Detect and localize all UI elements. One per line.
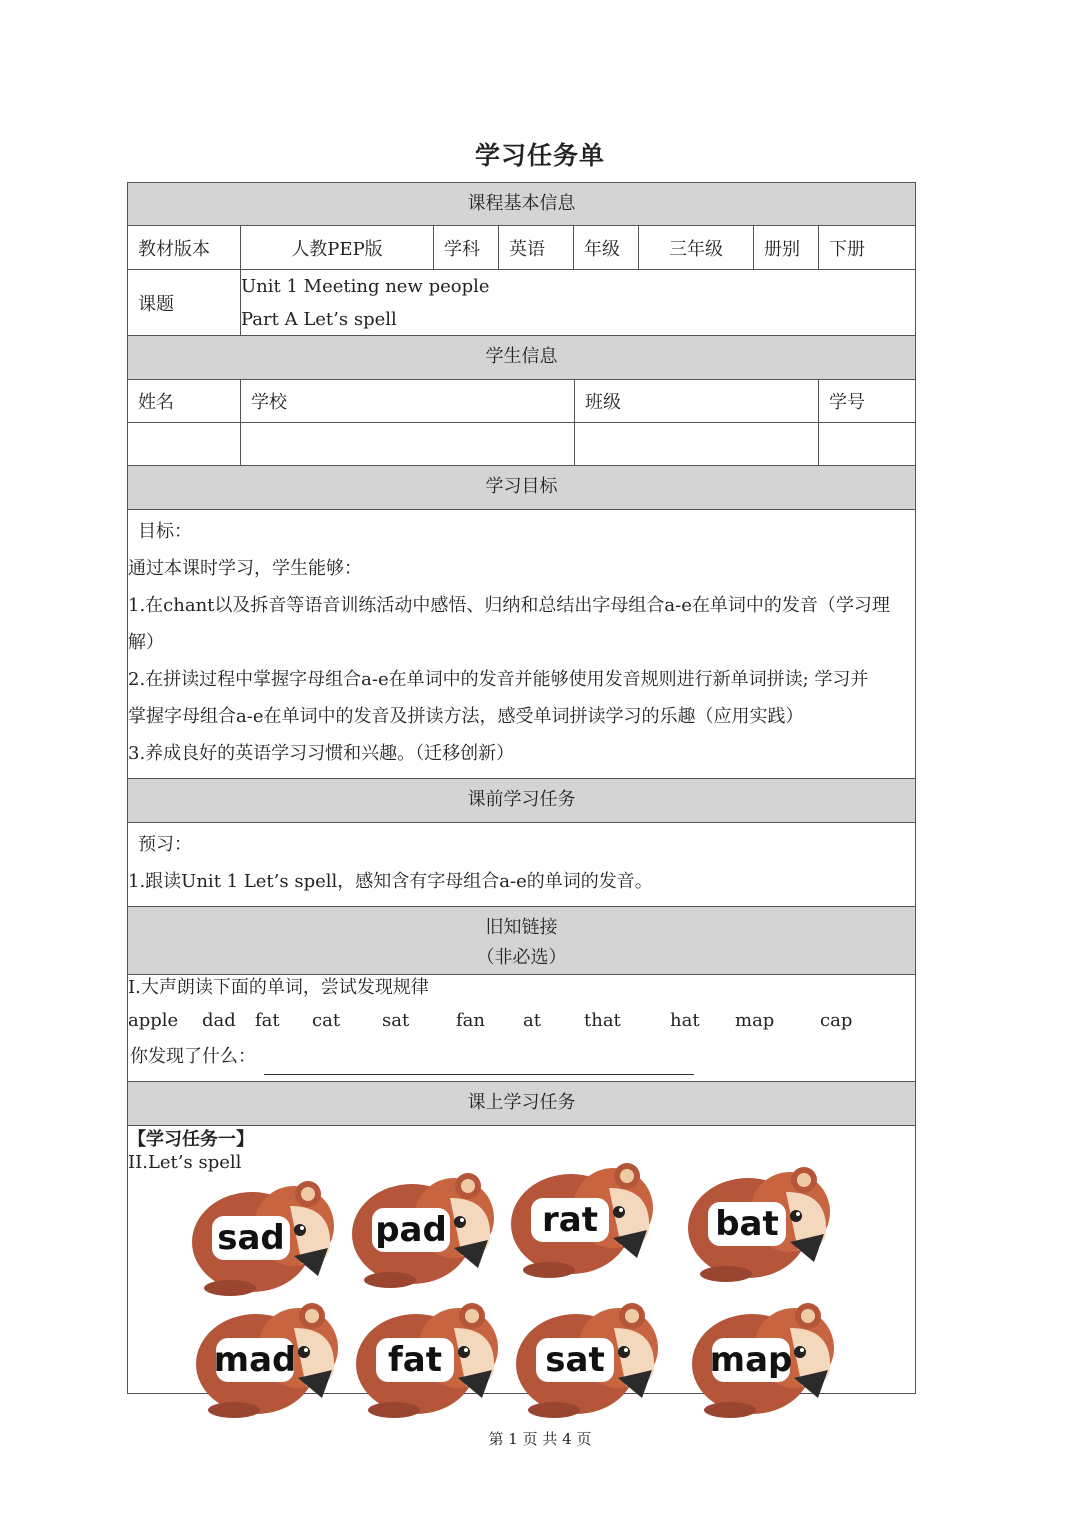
volume-label: 册别 xyxy=(754,226,819,269)
task1-block xyxy=(127,1126,916,1394)
school-label: 学校 xyxy=(241,380,575,422)
animal-word: map xyxy=(709,1340,793,1380)
task1-subtitle: II.Let’s spell xyxy=(128,1152,242,1173)
animal-word-cards xyxy=(128,1176,915,1394)
animal-word: sad xyxy=(217,1218,285,1258)
pre-line: 1.跟读Unit 1 Let’s spell，感知含有字母组合a-e的单词的发音。 xyxy=(128,871,653,892)
goal-line: 掌握字母组合a-e在单词中的发音及拼读方法，感受单词拼读学习的乐趣（应用实践） xyxy=(128,706,804,727)
goals-label: 目标： xyxy=(138,521,192,542)
word-item: that xyxy=(584,1009,621,1031)
answer-blank[interactable] xyxy=(264,1054,694,1075)
subject-value: 英语 xyxy=(499,226,574,269)
animal-card-pad xyxy=(350,1168,500,1290)
goal-line: 1.在chant以及拆音等语音训练活动中感悟、归纳和总结出字母组合a-e在单词中的发音（学习理 xyxy=(128,595,890,616)
animal-card-map xyxy=(690,1298,840,1420)
student-info-header-row xyxy=(127,380,916,423)
word-item: fan xyxy=(456,1009,485,1031)
animal-word: rat xyxy=(542,1200,598,1240)
word-item: sat xyxy=(382,1009,410,1031)
section-header-pre: 课前学习任务 xyxy=(127,779,916,823)
task1-label: 【学习任务一】 xyxy=(128,1129,254,1150)
grade-value: 三年级 xyxy=(639,226,754,269)
goal-line: 2.在拼读过程中掌握字母组合a-e在单词中的发音并能够使用发音规则进行新单词拼读; 学习并 xyxy=(128,669,869,690)
basic-info-row xyxy=(127,226,916,270)
volume-value: 下册 xyxy=(829,238,865,260)
goal-line: 解） xyxy=(128,632,164,653)
old-block xyxy=(127,975,916,1082)
page-footer: 第 1 页 共 4 页 xyxy=(488,1430,592,1448)
school-field[interactable] xyxy=(241,423,575,465)
section-header-goals: 学习目标 xyxy=(127,466,916,510)
topic-row xyxy=(127,270,916,336)
student-info-input-row xyxy=(127,423,916,466)
animal-card-fat xyxy=(354,1298,504,1420)
word-item: at xyxy=(523,1009,541,1031)
animal-word: bat xyxy=(715,1204,779,1244)
animal-card-bat xyxy=(686,1162,836,1284)
class-field[interactable] xyxy=(575,423,819,465)
animal-word: pad xyxy=(375,1210,447,1250)
goal-line: 通过本课时学习，学生能够： xyxy=(128,558,362,579)
student-number-field[interactable] xyxy=(819,423,915,465)
word-item: cap xyxy=(820,1009,853,1031)
name-field[interactable] xyxy=(128,423,241,465)
grade-label: 年级 xyxy=(574,226,639,269)
old-subtitle: （非必选） xyxy=(476,947,567,968)
animal-card-rat xyxy=(509,1158,659,1280)
pre-label: 预习： xyxy=(138,834,192,855)
word-item: hat xyxy=(670,1009,700,1031)
topic-value xyxy=(241,270,915,335)
word-item: map xyxy=(735,1009,775,1031)
animal-card-sad xyxy=(190,1176,340,1298)
subject-label: 学科 xyxy=(434,226,499,269)
word-item: dad xyxy=(202,1009,236,1031)
animal-card-mad xyxy=(194,1298,344,1420)
topic-label: 课题 xyxy=(128,270,241,335)
question-label: 你发现了什么： xyxy=(130,1046,256,1067)
name-label: 姓名 xyxy=(128,380,241,422)
section-header-basic: 课程基本信息 xyxy=(127,182,916,226)
word-item: cat xyxy=(312,1009,341,1031)
question-line xyxy=(128,1039,915,1075)
goal-line: 3.养成良好的英语学习习惯和兴趣。（迁移创新） xyxy=(128,743,515,764)
animal-word: sat xyxy=(545,1340,605,1380)
textbook-version-label: 教材版本 xyxy=(128,226,241,269)
old-instruction: I.大声朗读下面的单词，尝试发现规律 xyxy=(128,977,429,998)
animal-card-sat xyxy=(514,1298,664,1420)
animal-word: fat xyxy=(388,1340,442,1380)
old-title: 旧知链接 xyxy=(485,917,558,938)
section-header-in-class: 课上学习任务 xyxy=(127,1082,916,1126)
pre-block xyxy=(127,823,916,907)
topic-line-1: Unit 1 Meeting new people xyxy=(241,275,490,297)
animal-word: mad xyxy=(213,1340,297,1380)
section-header-student: 学生信息 xyxy=(127,336,916,380)
word-item: apple xyxy=(128,1009,179,1031)
section-header-old xyxy=(127,907,916,975)
textbook-version-value: 人教PEP版 xyxy=(241,226,434,269)
goals-block xyxy=(127,510,916,779)
task-sheet-table xyxy=(127,182,916,1394)
page-title: 学习任务单 xyxy=(474,141,605,170)
word-list xyxy=(128,1001,915,1039)
student-number-label: 学号 xyxy=(829,392,865,413)
topic-line-2: Part A Let’s spell xyxy=(241,308,397,330)
class-label: 班级 xyxy=(575,380,819,422)
word-item: fat xyxy=(255,1009,280,1031)
